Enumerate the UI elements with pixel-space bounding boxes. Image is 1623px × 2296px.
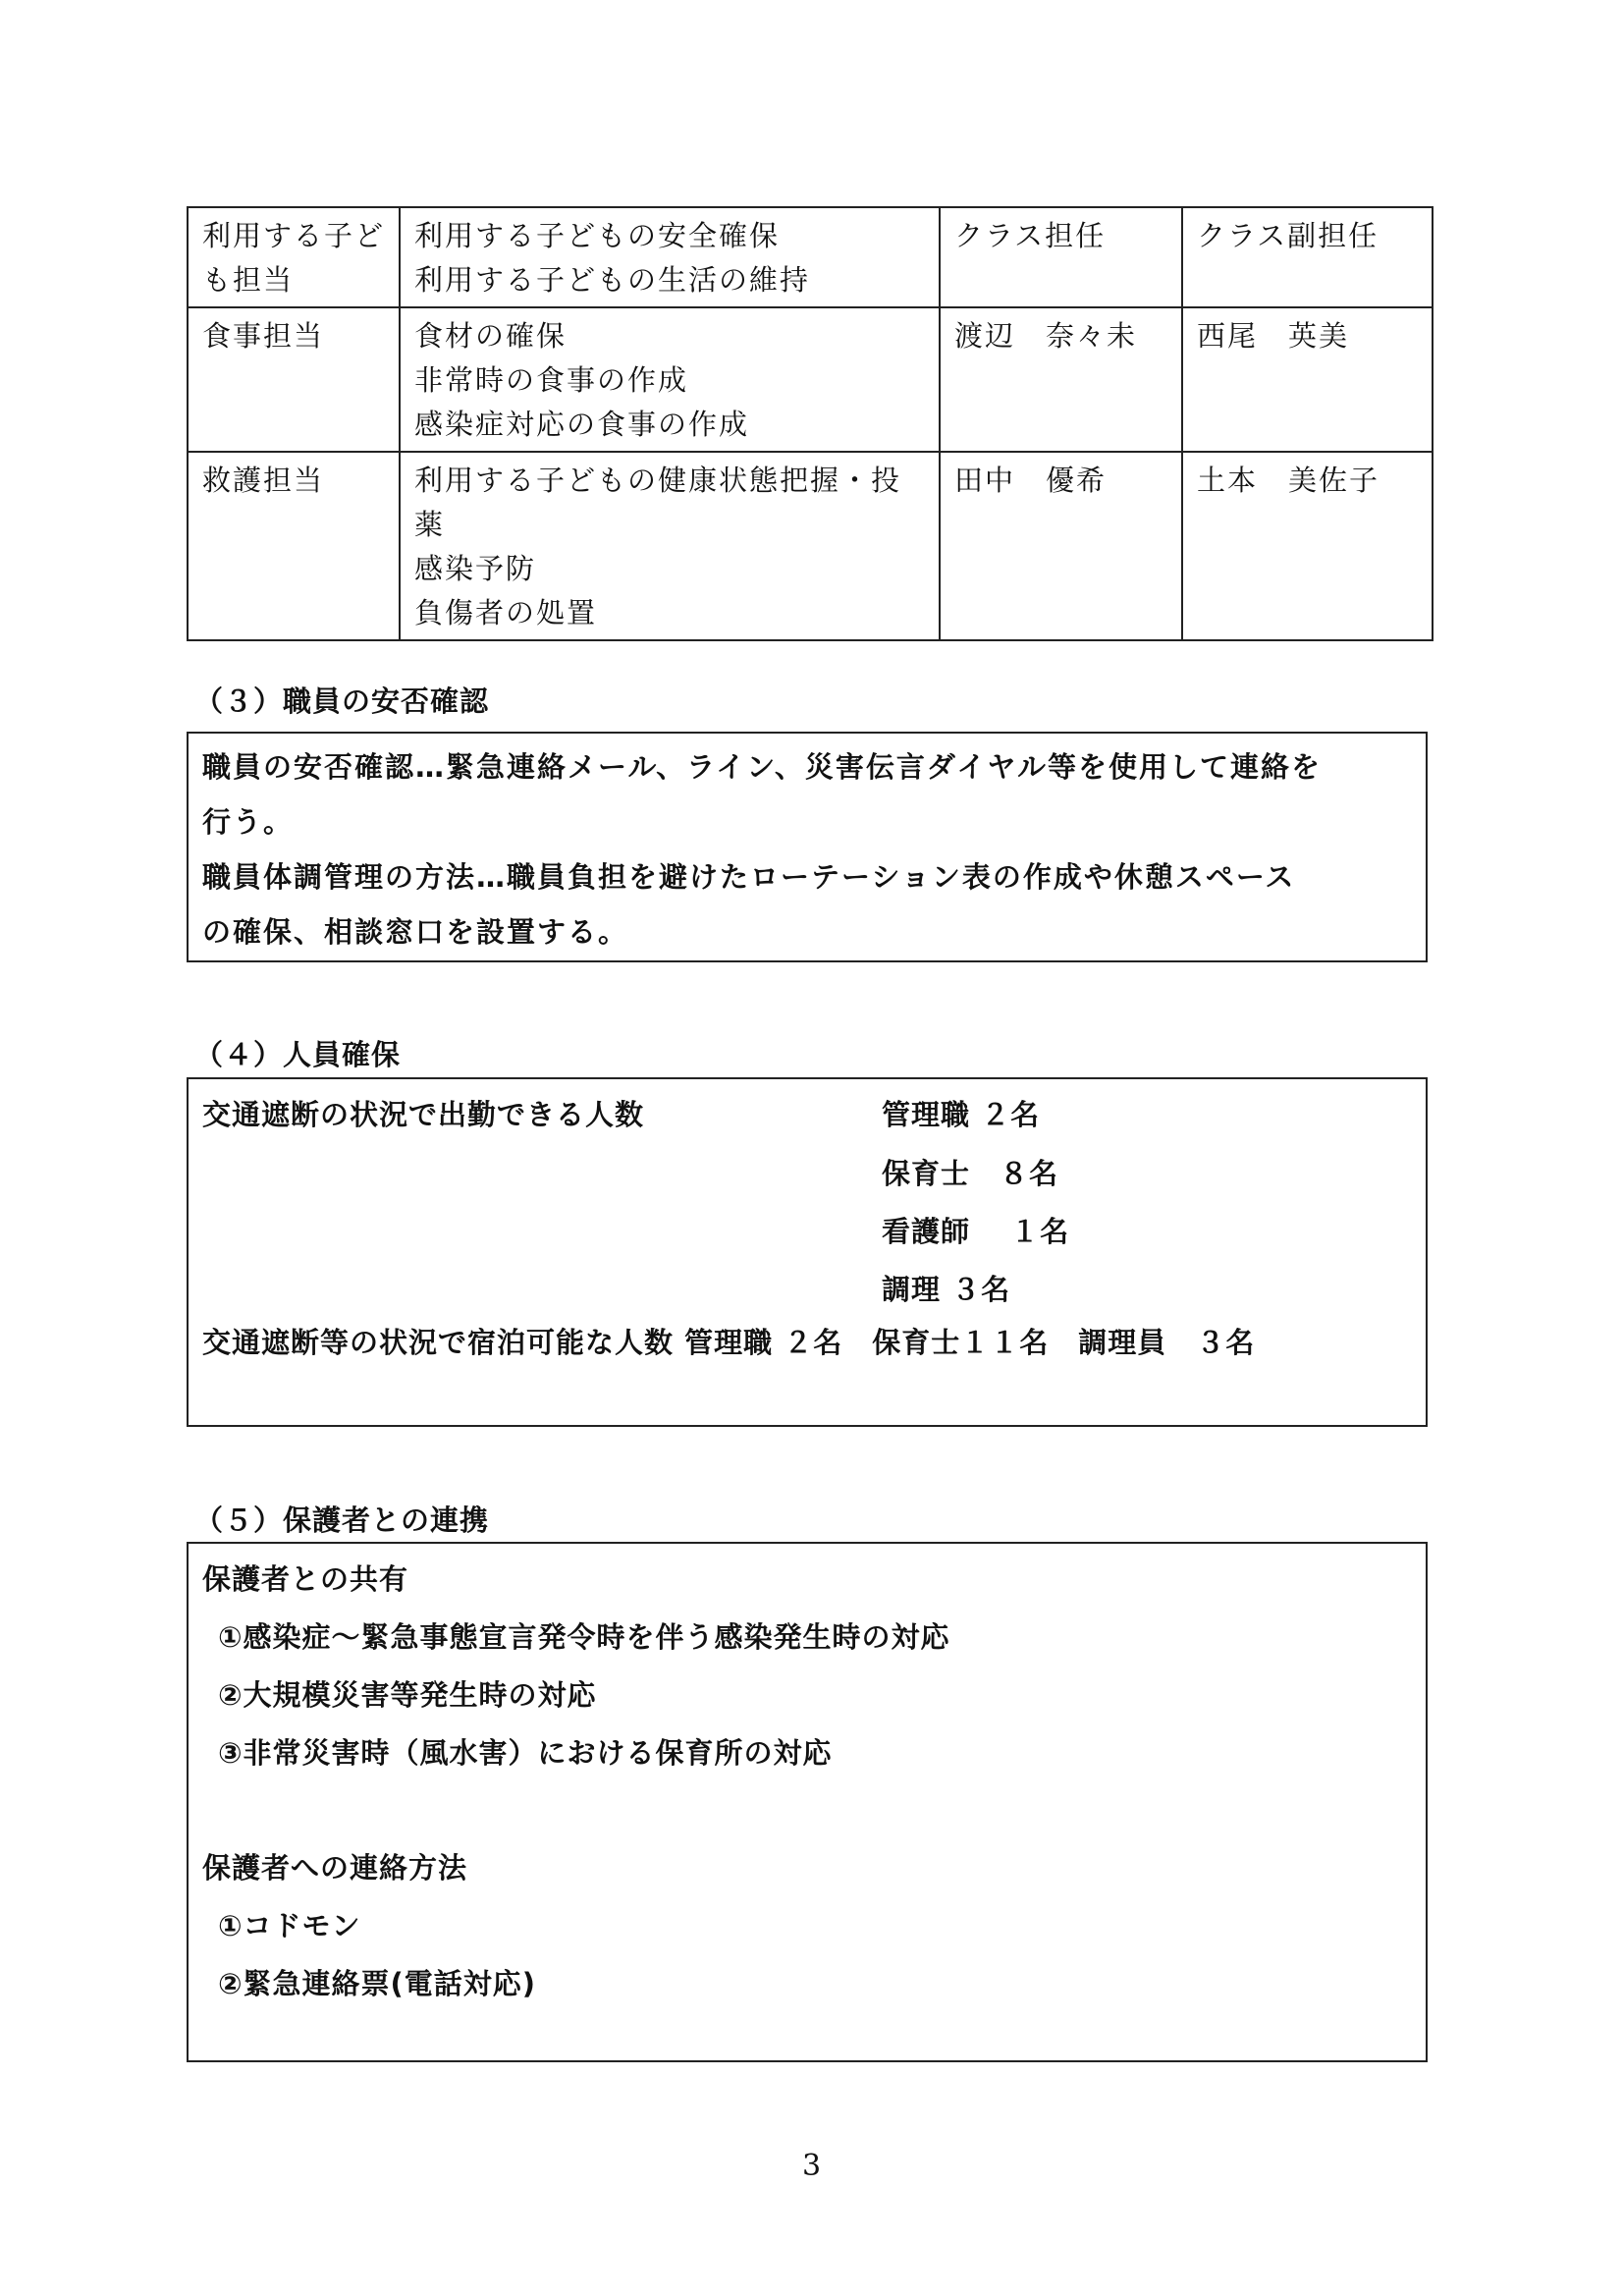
stay-line: 交通遮断等の状況で宿泊可能な人数 管理職 ２名 保育士１１名 調理員 ３名 [202, 1326, 1256, 1359]
contact-title: 保護者への連絡方法 [202, 1851, 468, 1885]
role-cell: 利用する子ども担当 [188, 207, 400, 307]
contact-item: ②緊急連絡票(電話対応) [218, 1967, 537, 2000]
section-5-heading: （５）保護者との連携 [194, 1503, 490, 1537]
roles-table [187, 206, 1434, 641]
deputy-cell: クラス副担任 [1182, 207, 1433, 307]
role-cell: 救護担当 [188, 452, 400, 640]
page-number: 3 [801, 2149, 822, 2183]
role-cell: 食事担当 [188, 307, 400, 452]
duties-cell: 利用する子どもの健康状態把握・投薬 感染予防 負傷者の処置 [400, 452, 940, 640]
section-4-heading: （４）人員確保 [194, 1038, 402, 1071]
text-line: 職員体調管理の方法…職員負担を避けたローテーション表の作成や休憩スペース [202, 860, 1296, 894]
staffing-box [187, 1077, 1428, 1427]
contact-item: ①コドモン [218, 1909, 361, 1942]
share-item: ①感染症～緊急事態宣言発令時を伴う感染発生時の対応 [218, 1620, 950, 1654]
commute-count: 調理 ３名 [882, 1273, 1011, 1306]
lead-cell: 田中 優希 [940, 452, 1182, 640]
table-row [188, 452, 1433, 640]
table-row [188, 307, 1433, 452]
deputy-cell: 西尾 英美 [1182, 307, 1433, 452]
section-3-heading: （３）職員の安否確認 [194, 684, 490, 718]
share-item: ③非常災害時（風水害）における保育所の対応 [218, 1736, 833, 1770]
duties-cell: 食材の確保 非常時の食事の作成 感染症対応の食事の作成 [400, 307, 940, 452]
lead-cell: 渡辺 奈々未 [940, 307, 1182, 452]
commute-count: 保育士 ８名 [882, 1157, 1059, 1190]
share-item: ②大規模災害等発生時の対応 [218, 1678, 597, 1712]
commute-label: 交通遮断の状況で出勤できる人数 [202, 1098, 645, 1131]
text-line: 行う。 [202, 805, 295, 839]
deputy-cell: 土本 美佐子 [1182, 452, 1433, 640]
text-line: の確保、相談窓口を設置する。 [202, 915, 629, 949]
lead-cell: クラス担任 [940, 207, 1182, 307]
duties-cell: 利用する子どもの安全確保 利用する子どもの生活の維持 [400, 207, 940, 307]
share-title: 保護者との共有 [202, 1562, 409, 1596]
table-row [188, 207, 1433, 307]
text-line: 職員の安否確認…緊急連絡メール、ライン、災害伝言ダイヤル等を使用して連絡を [202, 750, 1323, 784]
commute-count: 管理職 ２名 [882, 1098, 1041, 1131]
staff-safety-box [187, 732, 1428, 962]
guardian-coordination-box [187, 1542, 1428, 2062]
commute-count: 看護師 １名 [882, 1215, 1070, 1248]
